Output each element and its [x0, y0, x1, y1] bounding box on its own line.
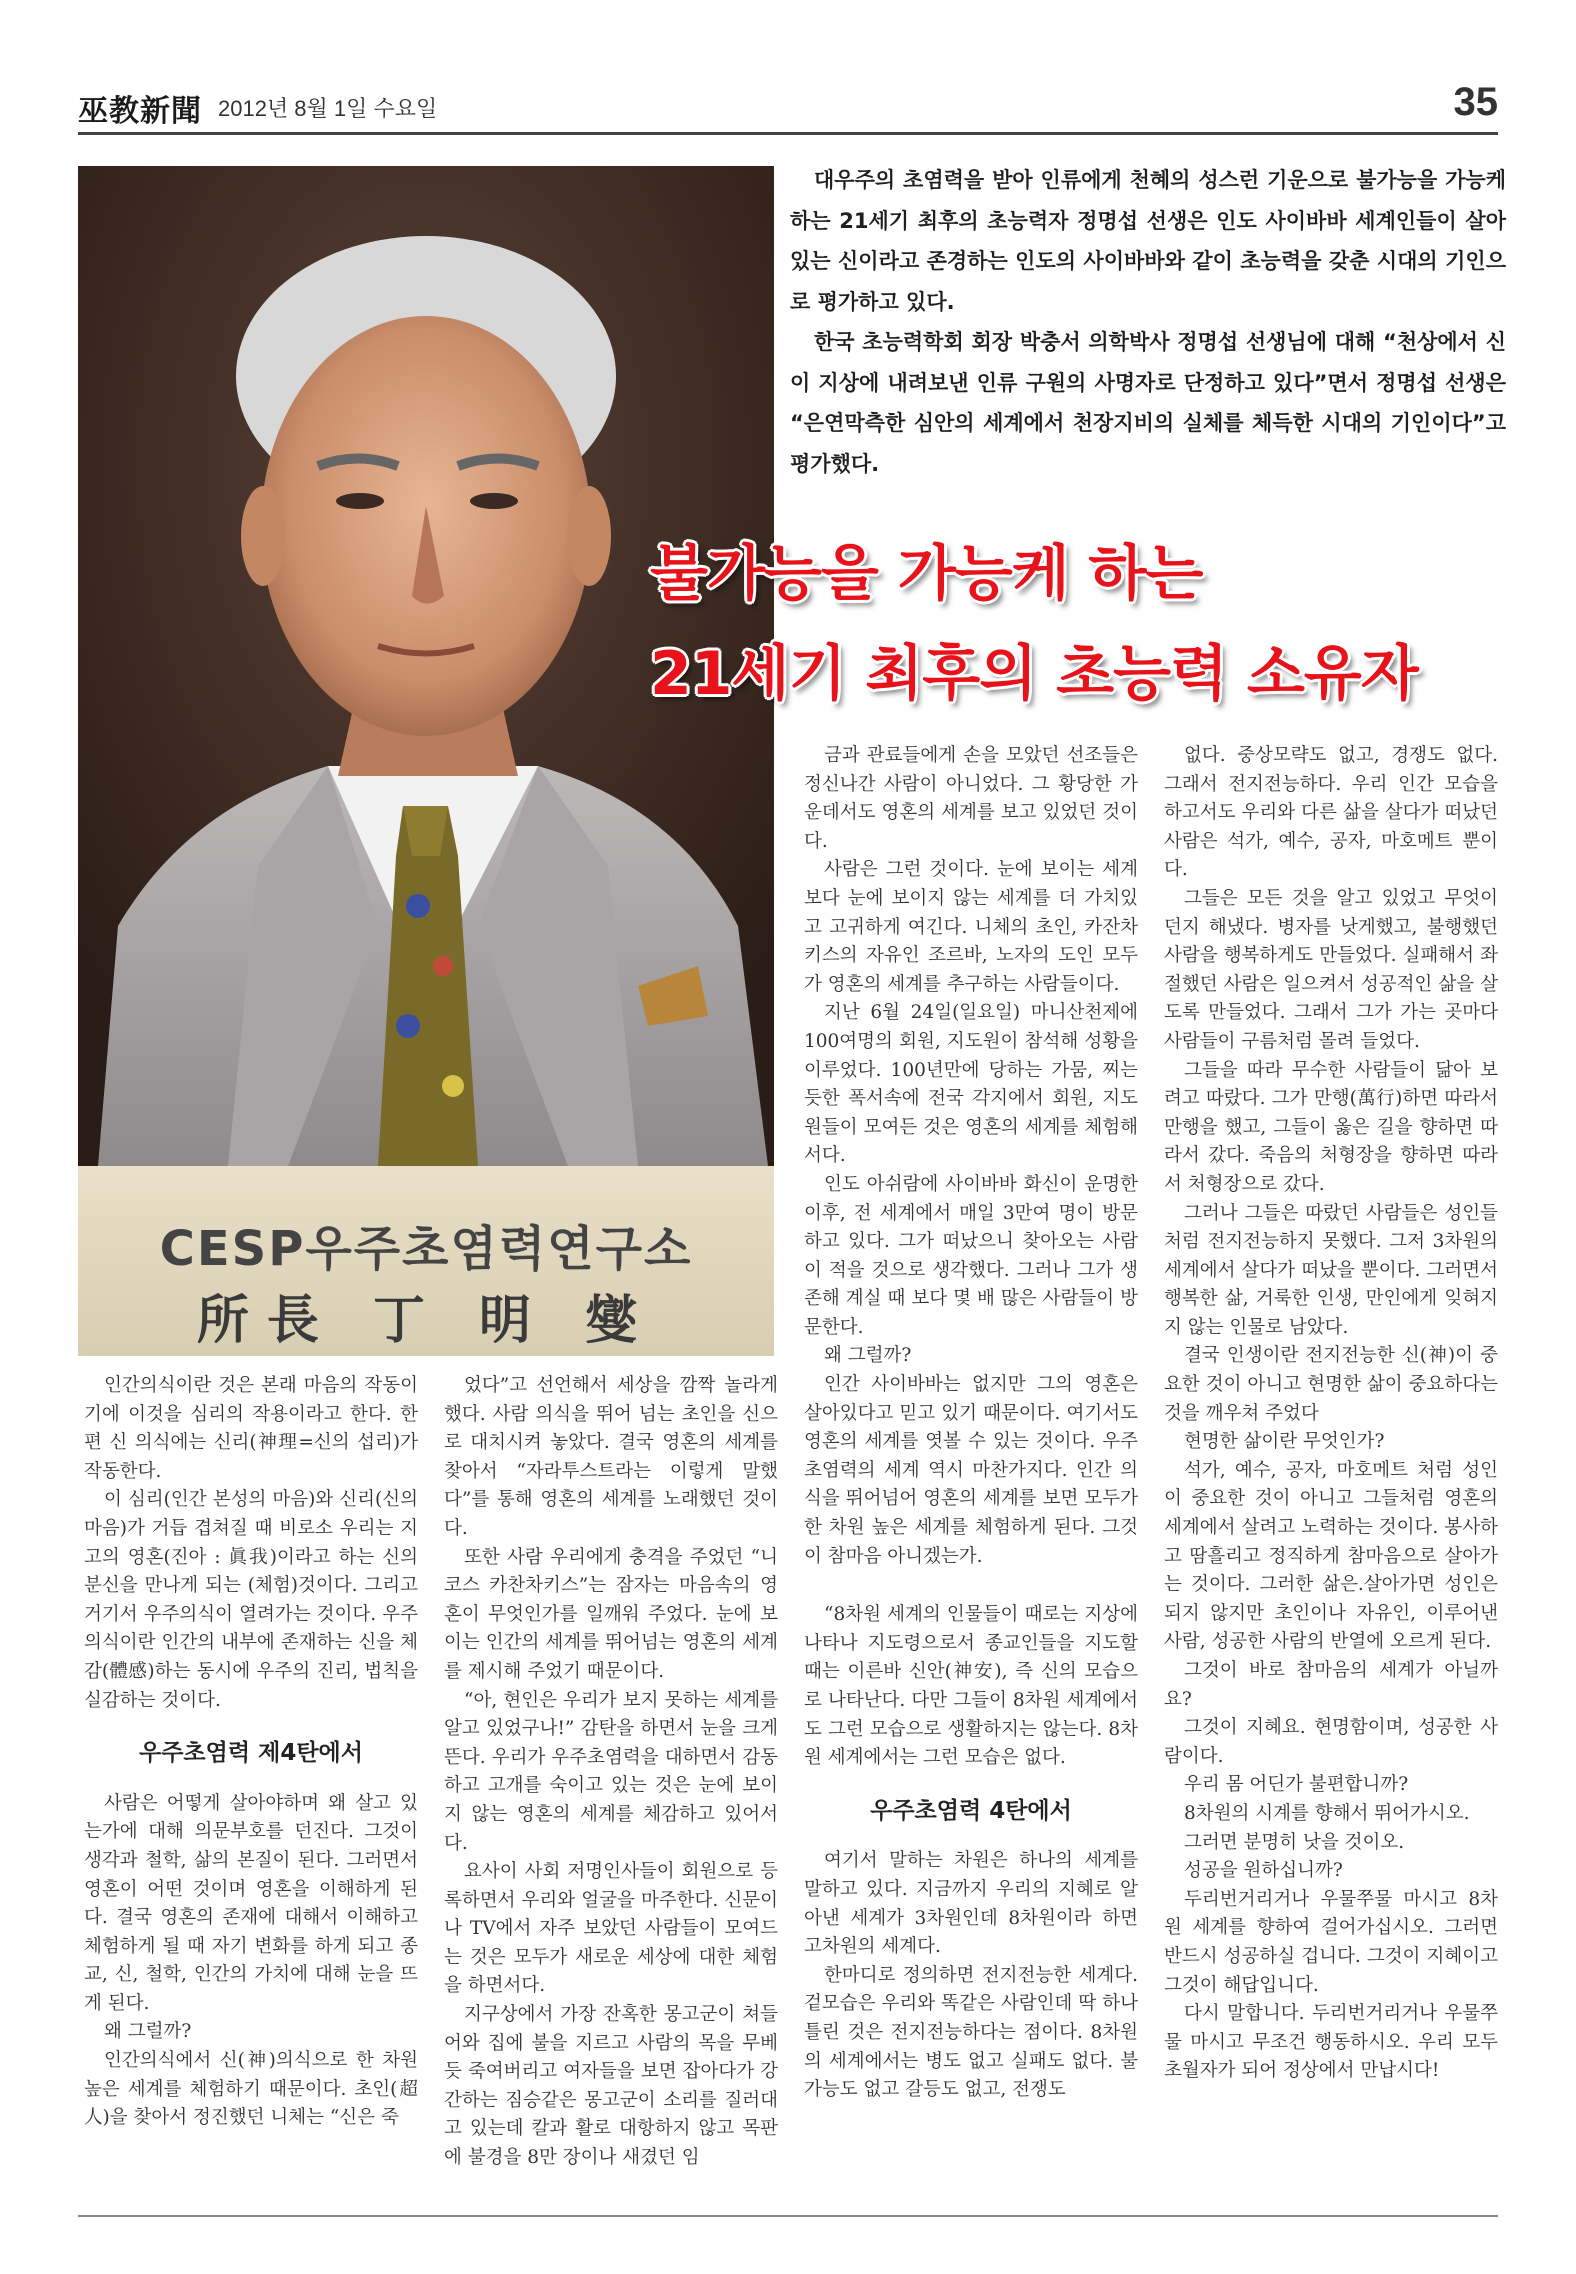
body-paragraph: 었다”고 선언해서 세상을 깜짝 놀라게 했다. 사람 의식을 뛰어 넘는 초인을 신으로 대치시켜 놓았다. 결국 영혼의 세계를 찾아서 “자라투스트라는 이렇게 말했다”를 통해 영혼의 세계를 노래했던 것이다. [444, 1375, 778, 1539]
masthead [78, 80, 1498, 129]
body-paragraph: “8차원 세계의 인물들이 때로는 지상에 나타나 지도령으로서 종교인들을 지도할 때는 이른바 신안(神安), 즉 신의 모습으로 나타난다. 다만 그들이 8차원 세계에서도 그런 모습으로 생활하지는 않는다. 8차원 세계에서는 그런 모습은 없다. [804, 1604, 1138, 1769]
body-paragraph: 그것이 바로 참마음의 세계가 아닐까요? [1164, 1660, 1498, 1710]
body-paragraph: 우리 몸 어딘가 불편합니까? [1184, 1774, 1409, 1796]
section-subheading: 우주초염력 제4탄에서 [139, 1740, 363, 1767]
top-rule [78, 132, 1498, 135]
body-paragraph: 왜 그럴까? [824, 1345, 912, 1367]
body-paragraph: 두리번거리거나 우물쭈물 마시고 8차원 세계를 향하여 걸어가십시오. 그러면 반드시 성공하실 겁니다. 그것이 지혜이고 그것이 해답입니다. [1164, 1888, 1498, 1996]
body-paragraph: 현명한 삶이란 무엇인가? [1184, 1431, 1385, 1453]
body-paragraph: 인간 사이바바는 없지만 그의 영혼은 살아있다고 믿고 있기 때문이다. 여기서도 영혼의 세계를 엿볼 수 있는 것이다. 우주초염력의 세계 역시 마찬가지다. 인간 의식을 뛰어넘어 영혼의 세계를 보면 모두가 한 차원 높은 세계를 체험하게 된다. 그것이 참마음 아니겠는가. [804, 1374, 1138, 1567]
body-paragraph: “아, 현인은 우리가 보지 못하는 세계를 알고 있었구나!” 감탄을 하면서 눈을 크게 뜬다. 우리가 우주초염력을 대하면서 감동하고 고개를 숙이고 있는 것은 눈에 보이지 않는 영혼의 세계를 체감하고 있어서다. [444, 1689, 778, 1854]
sign-institute-name: CESP우주초염력연구소 [159, 1221, 693, 1277]
body-paragraph: 금과 관료들에게 손을 모았던 선조들은 정신나간 사람이 아니었다. 그 황당한 가운데서도 영혼의 세계를 보고 있었던 것이다. [804, 745, 1138, 852]
article-column-2 [444, 1372, 778, 2173]
body-paragraph: 그들은 모든 것을 알고 있었고 무엇이던지 해냈다. 병자를 낫게했고, 불행했던 사람을 행복하게도 만들었다. 실패해서 좌절했던 사람은 일으켜서 성공적인 삶을 살도록 만들었다. 그래서 그가 가는 곳마다 사람들이 구름처럼 몰려 들었다. [1164, 887, 1498, 1052]
body-paragraph: 또한 사람 우리에게 충격을 주었던 “니코스 카찬차키스”는 잠자는 마음속의 영혼이 무엇인가를 일깨워 주었다. 눈에 보이는 인간의 세계를 뛰어넘는 영혼의 세계를 제시해 주었기 때문이다. [444, 1546, 778, 1682]
body-paragraph: 석가, 예수, 공자, 마호메트 처럼 성인이 중요한 것이 아니고 그들처럼 영혼의 세계에서 살려고 노력하는 것이다. 봉사하고 땀흘리고 정직하게 참마음으로 살아가는 것이다. 그러한 삶은.살아가면 성인은 되지 않지만 초인이나 자유인, 이루어낸 사람, 성공한 사람의 반열에 오르게 된다. [1164, 1459, 1498, 1653]
body-paragraph: 사람은 그런 것이다. 눈에 보이는 세계보다 눈에 보이지 않는 세계를 더 가치있고 고귀하게 여긴다. 니체의 초인, 카잔차키스의 자유인 조르바, 노자의 도인 모두가 영혼의 세계를 추구하는 사람들이다. [804, 859, 1138, 995]
page-number: 35 [1453, 80, 1498, 124]
body-paragraph: 다시 말합니다. 두리번거리거나 우물쭈물 마시고 무조건 행동하시오. 우리 모두 초월자가 되어 정상에서 만납시다! [1164, 2003, 1498, 2082]
section-subheading: 우주초염력 4탄에서 [870, 1797, 1072, 1824]
body-paragraph: 결국 인생이란 전지전능한 신(神)이 중요한 것이 아니고 현명한 삶이 중요하다는 것을 깨우쳐 주었다 [1164, 1345, 1498, 1424]
headline-line-2: 21세기 최후의 초능력 소유자 [650, 639, 1418, 709]
lede-paragraphs [790, 160, 1506, 484]
body-paragraph: 지구상에서 가장 잔혹한 몽고군이 쳐들어와 집에 불을 지르고 사람의 목을 무베듯 죽여버리고 여자들을 보면 잡아다가 강간하는 짐승같은 몽고군이 소리를 질러대고 있는데 칼과 활로 대항하지 않고 목판에 불경을 8만 장이나 새겼던 임 [444, 2004, 778, 2169]
body-paragraph: 한마디로 정의하면 전지전능한 세계다. 겉모습은 우리와 똑같은 사람인데 딱 하나 틀린 것은 전지전능하다는 점이다. 8차원의 세계에서는 병도 없고 실패도 없다. 불가능도 없고 갈등도 없고, 전쟁도 [804, 1964, 1138, 2101]
body-paragraph: 인도 아쉬람에 사이바바 화신이 운명한 이후, 전 세계에서 매일 3만여 명이 방문하고 있다. 그가 떠났으니 찾아오는 사람이 적을 것으로 생각했다. 그러나 그가 생존해 계실 때 보다 몇 배 많은 사람들이 방문한다. [804, 1173, 1138, 1338]
body-paragraph: 요사이 사회 저명인사들이 회원으로 등록하면서 우리와 얼굴을 마주한다. 신문이나 TV에서 자주 보았던 사람들이 모여드는 것은 모두가 새로운 세상에 대한 체험을 하면서다. [444, 1861, 778, 1997]
body-paragraph: 그것이 지혜요. 현명함이며, 성공한 사람이다. [1164, 1717, 1498, 1767]
body-paragraph: 인간의식이란 것은 본래 마음의 작동이기에 이것을 심리의 작용이라고 한다. 한편 신 의식에는 신리(神理=신의 섭리)가 작동한다. [84, 1375, 418, 1482]
lede-paragraph: 한국 초능력학회 회장 박충서 의학박사 정명섭 선생님에 대해 “천상에서 신이 지상에 내려보낸 인류 구원의 사명자로 단정하고 있다”면서 정명섭 선생은 “은연막측한 심안의 세계에서 천장지비의 실체를 체득한 시대의 기인이다”고 평가했다. [790, 330, 1506, 476]
issue-date: 2012년 8월 1일 수요일 [218, 96, 438, 121]
body-paragraph: 그러면 분명히 낫을 것이오. [1184, 1831, 1405, 1853]
paper-name: 巫教新聞 [78, 94, 202, 129]
body-paragraph: 지난 6월 24일(일요일) 마니산천제에 100여명의 회원, 지도원이 참석해 성황을 이루었다. 100년만에 당하는 가뭄, 찌는 듯한 폭서속에 전국 각지에서 회원, 지도원들이 모여든 것은 영혼의 세계를 체험해서다. [804, 1002, 1138, 1167]
article-column-4 [1164, 742, 1498, 2086]
body-paragraph: 그러나 그들은 따랐던 사람들은 성인들 처럼 전지전능하지 못했다. 그저 3차원의 세계에서 살다가 떠났을 뿐이다. 그러면서 행복한 삶, 거룩한 인생, 만인에게 잊혀지지 않는 인물로 남았다. [1164, 1202, 1498, 1338]
body-paragraph: 없다. 중상모략도 없고, 경쟁도 없다. 그래서 전지전능하다. 우리 인간 모습을 하고서도 우리와 다른 삶을 살다가 떠났던 사람은 석가, 예수, 공자, 마호메트 뿐이다. [1164, 745, 1498, 881]
body-paragraph: 그들을 따라 무수한 사람들이 닮아 보려고 따랐다. 그가 만행(萬行)하면 따라서 만행을 했고, 그들이 옳은 길을 향하면 따라서 갔다. 죽음의 처형장을 향하면 따라서 처형장으로 갔다. [1164, 1059, 1498, 1195]
body-paragraph: 왜 그럴까? [104, 2021, 192, 2043]
portrait-photo [78, 166, 774, 1356]
body-paragraph: 이 심리(인간 본성의 마음)와 신리(신의 마음)가 거듭 겹쳐질 때 비로소 우리는 지고의 영혼(진아 : 眞我)이라고 하는 신의 분신을 만나게 되는 (체험)것이다. 그리고 거기서 우주의식이 열려가는 것이다. 우주의식이란 인간의 내부에 존재하는 신을 체감(體感)하는 동시에 우주의 진리, 법칙을 실감하는 것이다. [84, 1489, 418, 1711]
article-column-1 [84, 1372, 418, 2133]
body-paragraph: 8차원의 시계를 향해서 뛰어가시오. [1184, 1802, 1470, 1824]
lede-paragraph: 대우주의 초염력을 받아 인류에게 천혜의 성스런 기운으로 불가능을 가능케 하는 21세기 최후의 초능력자 정명섭 선생은 인도 사이바바 세계인들이 살아 있는 신이라고 존경하는 인도의 사이바바와 같이 초능력을 갖춘 시대의 기인으로 평가하고 있다. [790, 168, 1506, 314]
body-paragraph: 인간의식에서 신(神)의식으로 한 차원 높은 세계를 체험하기 때문이다. 초인(超人)을 찾아서 정진했던 니체는 “신은 죽 [84, 2050, 418, 2129]
body-paragraph: 여기서 말하는 차원은 하나의 세계를 말하고 있다. 지금까지 우리의 지혜로 알아낸 세계가 3차원인데 8차원이라 하면 고차원의 세계다. [804, 1850, 1138, 1958]
body-paragraph: 사람은 어떻게 살아야하며 왜 살고 있는가에 대해 의문부호를 던진다. 그것이 생각과 철학, 삶의 본질이 된다. 그러면서 영혼이 어떤 것이며 영혼을 이해하게 된다. 결국 영혼의 존재에 대해서 이해하고 체험하게 될 때 자기 변화를 하게 되고 종교, 신, 철학, 인간의 가치에 대해 눈을 뜨게 된다. [84, 1792, 418, 2014]
article-column-3 [804, 742, 1138, 2105]
sign-director-name: 所長 丁 明 燮 [196, 1290, 656, 1351]
body-paragraph: 성공을 원하십니까? [1184, 1860, 1343, 1882]
headline-line-1: 불가능을 가능케 하는 [650, 539, 1203, 609]
bottom-rule [78, 2215, 1498, 2217]
